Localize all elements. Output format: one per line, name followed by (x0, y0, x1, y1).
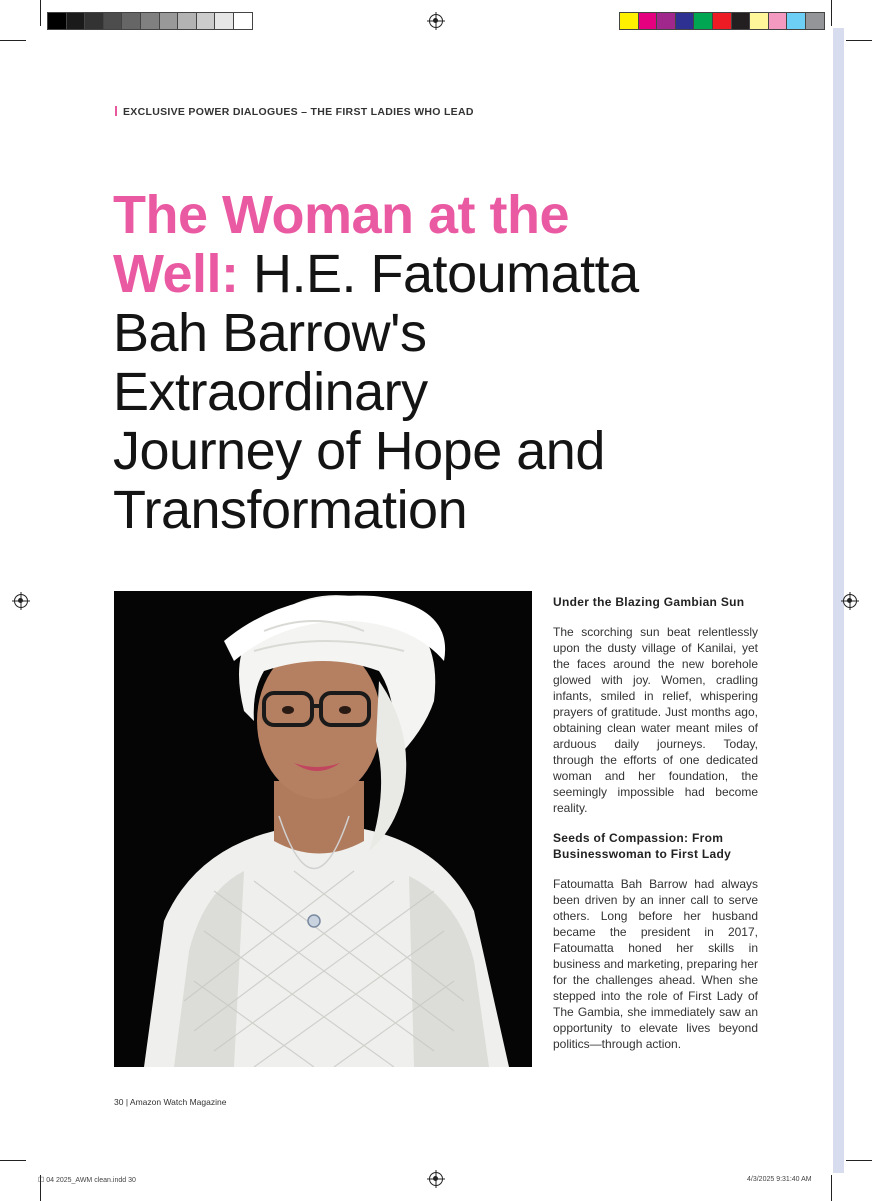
headline-text: Extraordinary (113, 362, 428, 422)
headline-text: H.E. Fatoumatta (238, 244, 639, 304)
color-swatch (66, 12, 86, 30)
color-swatch (103, 12, 123, 30)
color-swatch (656, 12, 676, 30)
headline-text: Transformation (113, 480, 468, 540)
color-swatch (47, 12, 67, 30)
section-heading: Under the Blazing Gambian Sun (553, 595, 745, 609)
crop-mark (40, 0, 41, 26)
color-swatch (749, 12, 769, 30)
color-swatch (712, 12, 732, 30)
headline-text: Bah Barrow's (113, 303, 427, 363)
color-swatch (214, 12, 234, 30)
color-swatch (675, 12, 695, 30)
crop-mark (0, 40, 26, 41)
portrait-illustration (114, 591, 532, 1067)
color-swatch (177, 12, 197, 30)
section-kicker (115, 106, 474, 118)
color-swatch (731, 12, 751, 30)
color-swatch (159, 12, 179, 30)
section-body: Fatoumatta Bah Barrow had always been driven by an inner call to serve others. Long before her husband became the president in 2017, Fatoumatta honed her skills in business and marketing, preparing her for the challenges ahead. When she stepped into the role of First Lady of The Gambia, she immediately saw an opportunity to elevate lives beyond politics—through action. (553, 877, 758, 1051)
registration-mark-icon (843, 594, 857, 608)
color-swatch (619, 12, 639, 30)
registration-mark-icon (429, 1172, 443, 1186)
crop-mark (846, 1160, 872, 1161)
article-body-column (553, 594, 758, 1066)
color-swatch (693, 12, 713, 30)
file-slug: ☐ 04 2025_AWM clean.indd 30 (38, 1177, 136, 1184)
color-swatch (768, 12, 788, 30)
section-heading: Seeds of Compassion: From Businesswoman to First Lady (553, 831, 732, 861)
kicker-bar (115, 106, 117, 116)
color-swatch (196, 12, 216, 30)
article-headline (113, 186, 813, 540)
headline-highlight: The Woman at the (113, 185, 570, 245)
color-swatch (805, 12, 825, 30)
color-swatch (638, 12, 658, 30)
color-swatch (84, 12, 104, 30)
page-folio: 30 | Amazon Watch Magazine (114, 1097, 227, 1107)
kicker-text: EXCLUSIVE POWER DIALOGUES – THE FIRST LADIES WHO LEAD (123, 106, 474, 118)
portrait-photo (114, 591, 532, 1067)
color-swatch (140, 12, 160, 30)
color-swatch (121, 12, 141, 30)
color-swatch (786, 12, 806, 30)
color-swatch (233, 12, 253, 30)
headline-text: Journey of Hope and (113, 421, 605, 481)
headline-highlight: Well: (113, 244, 239, 304)
timestamp-slug: 4/3/2025 9:31:40 AM (747, 1176, 812, 1183)
registration-mark-icon (14, 594, 28, 608)
crop-mark (831, 0, 832, 26)
section-body: The scorching sun beat relentlessly upon the dusty village of Kanilai, yet the faces around the new borehole glowed with joy. Women, cradling infants, smiled in relief, whispering prayers of gratitude. Just months ago, obtaining clean water meant miles of arduous daily journeys. Today, through the efforts of one dedicated woman and her foundation, the seemingly impossible had become reality. (553, 625, 758, 815)
crop-mark (0, 1160, 26, 1161)
crop-mark (846, 40, 872, 41)
registration-mark-icon (429, 14, 443, 28)
crop-mark (831, 1175, 832, 1201)
